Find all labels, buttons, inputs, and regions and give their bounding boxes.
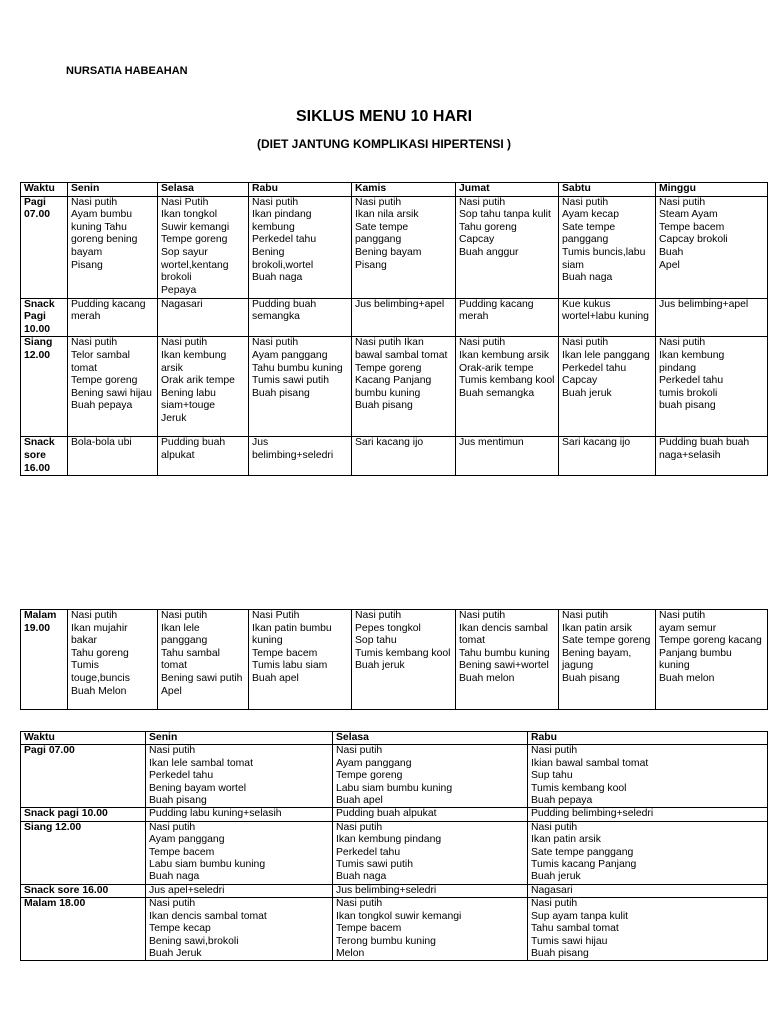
menu-item: Steam Ayam: [659, 209, 718, 221]
menu-item: Nasi putih: [71, 337, 118, 349]
menu-item: Nasi putih: [71, 196, 118, 208]
table-row: [21, 298, 768, 337]
time-cell: [21, 298, 68, 337]
menu-item: Ayam panggang: [149, 834, 225, 846]
menu-item: Nasi putih: [149, 898, 196, 910]
menu-cell: [559, 437, 656, 476]
menu-item: Buah Melon: [71, 685, 127, 697]
menu-item: tumis brokoli: [659, 387, 718, 399]
menu-item: Buah apel: [252, 672, 299, 684]
menu-item: Ikian bawal sambal tomat: [531, 757, 649, 769]
menu-item: Pudding buah alpukat: [336, 808, 437, 820]
menu-cell: [352, 610, 456, 710]
menu-item: Nasi putih: [531, 821, 578, 833]
menu-item: Buah pepaya: [531, 795, 593, 807]
menu-cell: [333, 745, 528, 808]
menu-item: Buah naga: [562, 272, 613, 284]
menu-item: Buah apel: [336, 795, 383, 807]
menu-item: Pudding buah buah naga+selasih: [659, 437, 750, 461]
menu-cell: [352, 337, 456, 437]
table-row: [21, 196, 768, 298]
menu-item: Tempe bacem: [659, 221, 725, 233]
menu-item: Pepaya: [161, 284, 197, 296]
menu-cell: [68, 298, 158, 337]
menu-item: Jus belimbing+seledri: [336, 884, 437, 896]
menu-cell: [158, 196, 249, 298]
menu-item: Tempe kecap: [149, 923, 211, 935]
menu-cell: [456, 337, 559, 437]
menu-item: Pagi: [24, 311, 46, 323]
menu-item: Bening bayam wortel: [149, 782, 247, 794]
menu-item: Nasi putih: [459, 196, 506, 208]
menu-item: Buah pisang: [531, 947, 589, 959]
menu-item: Bening bayam: [355, 246, 422, 258]
column-header: Rabu: [528, 732, 768, 745]
menu-item: Pudding kacang merah: [71, 298, 146, 323]
menu-item: Nasi putih: [459, 610, 506, 621]
menu-cell: [249, 610, 352, 710]
menu-cell: [559, 196, 656, 298]
menu-item: Tempe bacem: [149, 846, 215, 858]
menu-item: Buah melon: [459, 672, 515, 684]
menu-item: Perkedel tahu: [659, 375, 724, 387]
menu-item: Tumis kembang kool: [531, 782, 627, 794]
menu-cell: [158, 337, 249, 437]
menu-item: Capcay: [562, 375, 598, 387]
menu-item: Tumis sawi hijau: [531, 935, 608, 947]
menu-cell: [456, 196, 559, 298]
table-row: [21, 898, 768, 961]
menu-item: Pisang: [355, 259, 387, 271]
menu-item: Buah: [659, 246, 684, 258]
menu-item: 12.00: [24, 349, 51, 361]
menu-item: Bening sawi hijau: [71, 387, 152, 399]
menu-item: Labu siam bumbu kuning: [149, 859, 266, 871]
menu-item: Bening sawi,brokoli: [149, 935, 239, 947]
menu-item: Apel: [659, 259, 680, 271]
menu-item: Bening sawi putih: [161, 672, 243, 684]
menu-item: Sop tahu tanpa kulit: [459, 209, 551, 221]
menu-item: Buah semangka: [459, 387, 535, 399]
menu-item: Tahu sambal tomat: [531, 923, 619, 935]
menu-cell: [146, 898, 333, 961]
menu-item: Nasi putih: [562, 337, 609, 349]
menu-item: Orak arik tempe: [161, 375, 235, 387]
table-row: [21, 610, 768, 710]
menu-item: Buah jeruk: [355, 660, 405, 672]
menu-item: Telor sambal tomat: [71, 349, 130, 374]
menu-item: Ayam bumbu kuning Tahu goreng bening bayam: [71, 209, 138, 258]
column-header: Senin: [68, 183, 158, 197]
menu-item: Ayam panggang: [336, 757, 412, 769]
table-row: [21, 821, 768, 884]
menu-item: Pudding labu kuning+selasih: [149, 808, 282, 820]
menu-item: Ayam kecap: [562, 209, 619, 221]
menu-cell: [352, 437, 456, 476]
time-cell: [21, 196, 68, 298]
menu-item: Jus belimbing+apel: [355, 298, 445, 310]
menu-item: sore: [24, 449, 46, 461]
menu-item: Tumis sawi putih: [336, 859, 413, 871]
menu-item: Bening labu siam+touge: [161, 387, 216, 412]
menu-item: 10.00: [24, 323, 51, 335]
document-subtitle: (DIET JANTUNG KOMPLIKASI HIPERTENSI ): [256, 137, 511, 151]
menu-item: Ikan patin arsik: [531, 834, 601, 846]
menu-cell: [456, 298, 559, 337]
time-cell: Siang 12.00: [21, 821, 146, 884]
menu-cell: [68, 610, 158, 710]
menu-item: Nasi putih: [659, 196, 706, 208]
menu-item: Ikan dencis sambal tomat: [459, 622, 548, 647]
menu-item: Tempe goreng: [71, 375, 138, 387]
menu-item: Ikan lele sambal tomat: [149, 757, 253, 769]
menu-item: Sate tempe panggang: [531, 846, 634, 858]
menu-cell: [249, 196, 352, 298]
menu-cell: [456, 610, 559, 710]
menu-cell: [559, 610, 656, 710]
menu-item: Tempe bacem: [336, 923, 402, 935]
menu-item: Snack: [24, 298, 55, 310]
menu-cell: [559, 337, 656, 437]
menu-item: 07.00: [24, 209, 51, 221]
menu-cell: [333, 898, 528, 961]
menu-item: Pudding buah semangka: [252, 298, 317, 323]
table-row: [21, 745, 768, 808]
table-row: [21, 437, 768, 476]
menu-item: Nasi putih: [252, 337, 299, 349]
menu-item: Ikan kembung pindang: [336, 834, 442, 846]
menu-item: Bening sawi+wortel: [459, 660, 549, 672]
table-row: [21, 884, 768, 897]
menu-cell: [68, 196, 158, 298]
menu-table-week: [20, 182, 768, 476]
menu-item: Ikan kembung arsik: [161, 349, 227, 374]
menu-item: Tumis labu siam: [252, 660, 328, 672]
menu-item: Nasi putih Ikan bawal sambal tomat: [355, 337, 448, 361]
menu-item: Buah jeruk: [562, 387, 612, 399]
menu-item: Sate tempe goreng: [562, 635, 651, 647]
menu-item: Ikan tongkol suwir kemangi: [336, 910, 462, 922]
menu-item: Tumis kacang Panjang: [531, 859, 637, 871]
menu-item: Ikan kembung pindang: [659, 349, 725, 374]
menu-item: ayam semur: [659, 622, 717, 634]
menu-item: Tahu bumbu kuning: [459, 647, 550, 659]
menu-item: Nasi Putih: [252, 610, 300, 621]
column-header: Kamis: [352, 183, 456, 197]
menu-item: Nasi putih: [161, 610, 208, 621]
menu-table-dinner: [20, 609, 768, 710]
menu-cell: [158, 298, 249, 337]
menu-item: Buah naga: [336, 871, 387, 883]
menu-item: buah pisang: [659, 400, 716, 412]
menu-item: Ikan tongkol Suwir kemangi: [161, 209, 230, 233]
menu-item: Ikan patin bumbu kuning: [252, 622, 332, 647]
menu-item: Kacang Panjang bumbu kuning: [355, 375, 432, 399]
menu-item: Nasi putih: [659, 610, 706, 621]
menu-cell: [656, 196, 768, 298]
menu-item: Tempe goreng: [161, 234, 228, 246]
menu-cell: [528, 884, 768, 897]
menu-cell: [656, 437, 768, 476]
menu-cell: [352, 298, 456, 337]
menu-item: Nasi putih: [71, 610, 118, 621]
menu-item: Ikan nila arsik: [355, 209, 419, 221]
menu-item: Perkedel tahu: [562, 362, 627, 374]
menu-item: Sop sayur wortel,kentang brokoli: [161, 246, 229, 284]
table-header-row: [21, 732, 768, 745]
menu-item: Ikan dencis sambal tomat: [149, 910, 267, 922]
column-header: Waktu: [21, 732, 146, 745]
menu-item: Ikan mujahir bakar: [71, 622, 128, 647]
menu-cell: [559, 298, 656, 337]
menu-cell: [249, 298, 352, 337]
menu-item: Nagasari: [531, 884, 573, 896]
time-cell: [21, 610, 68, 710]
menu-item: Tempe goreng: [355, 362, 422, 374]
column-header: Waktu: [21, 183, 68, 197]
menu-item: Nasi putih: [531, 898, 578, 910]
column-header: Selasa: [333, 732, 528, 745]
menu-item: Pudding belimbing+seledri: [531, 808, 654, 820]
menu-item: Nasi putih: [336, 898, 383, 910]
menu-item: Orak-arik tempe: [459, 362, 534, 374]
menu-item: Pisang: [71, 259, 103, 271]
menu-item: Capcay brokoli: [659, 234, 728, 246]
menu-item: Buah pisang: [252, 387, 310, 399]
menu-cell: [68, 337, 158, 437]
menu-item: Pagi: [24, 196, 46, 208]
menu-item: Nagasari: [161, 298, 203, 310]
menu-cell: [528, 821, 768, 884]
menu-item: Buah melon: [659, 672, 715, 684]
menu-cell: [146, 745, 333, 808]
author-name: NURSATIA HABEAHAN: [66, 65, 188, 77]
time-cell: Pagi 07.00: [21, 745, 146, 808]
menu-item: Pudding kacang merah: [459, 298, 534, 323]
menu-item: Tumis buncis,labu siam: [562, 246, 646, 271]
time-cell: [21, 337, 68, 437]
menu-cell: [333, 808, 528, 821]
menu-item: Tempe bacem: [252, 647, 318, 659]
menu-cell: [146, 808, 333, 821]
menu-cell: [249, 337, 352, 437]
column-header: Minggu: [656, 183, 768, 197]
menu-item: Nasi putih: [659, 337, 706, 349]
menu-item: Nasi Putih: [161, 196, 209, 208]
menu-item: Sari kacang ijo: [355, 437, 424, 449]
time-cell: Snack sore 16.00: [21, 884, 146, 897]
menu-item: Malam: [24, 610, 57, 621]
menu-item: Terong bumbu kuning: [336, 935, 436, 947]
menu-cell: [146, 884, 333, 897]
menu-item: Ayam panggang: [252, 349, 328, 361]
menu-cell: [352, 196, 456, 298]
menu-cell: [656, 298, 768, 337]
menu-item: Pudding buah alpukat: [161, 437, 226, 461]
table-row: [21, 337, 768, 437]
column-header: Sabtu: [559, 183, 656, 197]
menu-item: Sate tempe panggang: [562, 221, 616, 246]
menu-item: Buah naga: [149, 871, 200, 883]
menu-item: Nasi putih: [355, 610, 402, 621]
menu-item: Bening bayam, jagung: [562, 647, 632, 672]
column-header: Jumat: [456, 183, 559, 197]
menu-item: Nasi putih: [336, 745, 383, 757]
menu-item: Sari kacang ijo: [562, 437, 631, 449]
menu-item: Snack: [24, 437, 55, 449]
menu-item: Jus mentimun: [459, 437, 524, 449]
menu-item: Ikan pindang kembung: [252, 209, 312, 233]
menu-item: Tahu goreng: [459, 221, 517, 233]
menu-item: Buah pisang: [149, 795, 207, 807]
menu-item: Nasi putih: [459, 337, 506, 349]
menu-item: Nasi putih: [161, 337, 208, 349]
menu-cell: [456, 437, 559, 476]
menu-cell: [146, 821, 333, 884]
menu-item: Nasi putih: [252, 196, 299, 208]
menu-item: Sate tempe panggang: [355, 221, 409, 246]
menu-item: Jus apel+seledri: [149, 884, 225, 896]
menu-item: Bening brokoli,wortel: [252, 246, 314, 271]
column-header: Senin: [146, 732, 333, 745]
menu-item: Ikan lele panggang: [161, 622, 208, 647]
menu-item: Nasi putih: [531, 745, 578, 757]
menu-item: Apel: [161, 685, 182, 697]
menu-item: Labu siam bumbu kuning: [336, 782, 453, 794]
menu-item: Buah jeruk: [531, 871, 581, 883]
menu-item: Buah Jeruk: [149, 947, 202, 959]
menu-item: Perkedel tahu: [149, 770, 214, 782]
menu-item: Ikan kembung arsik: [459, 349, 550, 361]
menu-cell: [656, 337, 768, 437]
menu-item: Nasi putih: [562, 610, 609, 621]
menu-cell: [528, 898, 768, 961]
menu-item: Tumis sawi putih: [252, 375, 329, 387]
menu-item: Perkedel tahu: [252, 234, 317, 246]
menu-item: Melon: [336, 947, 365, 959]
menu-item: Siang: [24, 337, 53, 349]
column-header: Selasa: [158, 183, 249, 197]
column-header: Rabu: [249, 183, 352, 197]
menu-item: 19.00: [24, 622, 51, 634]
menu-item: Sup ayam tanpa kulit: [531, 910, 629, 922]
menu-item: Nasi putih: [562, 196, 609, 208]
menu-item: Nasi putih: [149, 821, 196, 833]
menu-item: Ikan lele panggang: [562, 349, 650, 361]
document-title: SIKLUS MENU 10 HARI: [295, 108, 473, 125]
time-cell: Malam 18.00: [21, 898, 146, 961]
menu-item: Ikan patin arsik: [562, 622, 632, 634]
menu-item: Tempe goreng: [336, 770, 403, 782]
menu-item: Sop tahu: [355, 635, 397, 647]
menu-cell: [333, 884, 528, 897]
menu-item: Tumis touge,buncis: [71, 660, 130, 684]
menu-item: Buah pisang: [562, 672, 620, 684]
menu-item: Buah pepaya: [71, 400, 133, 412]
menu-item: Buah pisang: [355, 400, 413, 412]
menu-item: Tumis kembang kool: [459, 375, 555, 387]
menu-cell: [528, 745, 768, 808]
time-cell: [21, 437, 68, 476]
menu-item: Nasi putih: [355, 196, 402, 208]
menu-item: Nasi putih: [336, 821, 383, 833]
menu-item: Bola-bola ubi: [71, 437, 132, 449]
menu-item: Tempe goreng kacang Panjang bumbu kuning: [659, 635, 762, 672]
menu-item: Tahu bumbu kuning: [252, 362, 343, 374]
menu-cell: [333, 821, 528, 884]
menu-item: Sup tahu: [531, 770, 573, 782]
menu-item: Pepes tongkol: [355, 622, 421, 634]
menu-cell: [656, 610, 768, 710]
menu-item: Capcay: [459, 234, 495, 246]
table-row: [21, 808, 768, 821]
menu-cell: [68, 437, 158, 476]
menu-item: Kue kukus wortel+labu kuning: [562, 298, 649, 323]
menu-item: Nasi putih: [149, 745, 196, 757]
menu-item: Buah anggur: [459, 246, 519, 258]
menu-cell: [158, 437, 249, 476]
table-header-row: [21, 183, 768, 197]
menu-item: Buah naga: [252, 272, 303, 284]
menu-item: Jus belimbing+apel: [659, 298, 749, 310]
menu-cell: [158, 610, 249, 710]
menu-cell: [249, 437, 352, 476]
menu-item: Tumis kembang kool: [355, 647, 451, 659]
menu-item: Jeruk: [161, 412, 187, 424]
menu-cell: [528, 808, 768, 821]
menu-item: Tahu goreng: [71, 647, 129, 659]
menu-table-cycle-2: [20, 731, 768, 961]
menu-item: Jus belimbing+seledri: [252, 437, 334, 461]
menu-item: 16.00: [24, 462, 51, 474]
menu-item: Tahu sambal tomat: [161, 647, 220, 672]
time-cell: Snack pagi 10.00: [21, 808, 146, 821]
menu-item: Perkedel tahu: [336, 846, 401, 858]
